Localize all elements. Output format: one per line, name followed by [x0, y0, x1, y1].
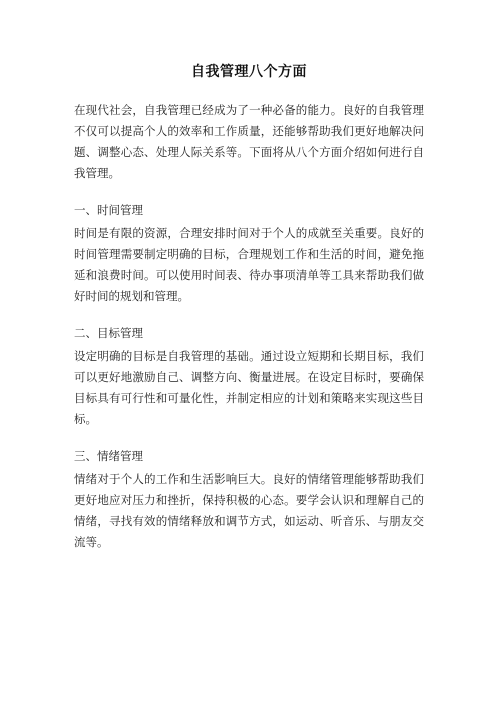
section-heading: 三、情绪管理: [74, 449, 143, 463]
section-emotion-management: [74, 446, 424, 553]
section-body: 情绪对于个人的工作和生活影响巨大。良好的情绪管理能够帮助我们更好地应对压力和挫折，保持积极的心态。要学会认识和理解自己的情绪，寻找有效的情绪释放和调节方式，如运动、听音乐、与朋友交流等。: [74, 472, 424, 549]
document-page: [74, 62, 424, 553]
section-heading: 二、目标管理: [74, 326, 143, 340]
section-time-management: [74, 200, 424, 307]
section-goal-management: [74, 323, 424, 430]
section-heading: 一、时间管理: [74, 203, 143, 217]
intro-paragraph: 在现代社会，自我管理已经成为了一种必备的能力。良好的自我管理不仅可以提高个人的效率和工作质量，还能够帮助我们更好地解决问题、调整心态、处理人际关系等。下面将从八个方面介绍如何进行自我管理。: [74, 103, 424, 180]
section-body: 时间是有限的资源，合理安排时间对于个人的成就至关重要。良好的时间管理需要制定明确的目标，合理规划工作和生活的时间，避免拖延和浪费时间。可以使用时间表、待办事项清单等工具来帮助我们做好时间的规划和管理。: [74, 226, 424, 303]
page-title: 自我管理八个方面: [191, 64, 307, 80]
section-body: 设定明确的目标是自我管理的基础。通过设立短期和长期目标，我们可以更好地激励自己、调整方向、衡量进展。在设定目标时，要确保目标具有可行性和可量化性，并制定相应的计划和策略来实现这些目标。: [74, 349, 424, 426]
